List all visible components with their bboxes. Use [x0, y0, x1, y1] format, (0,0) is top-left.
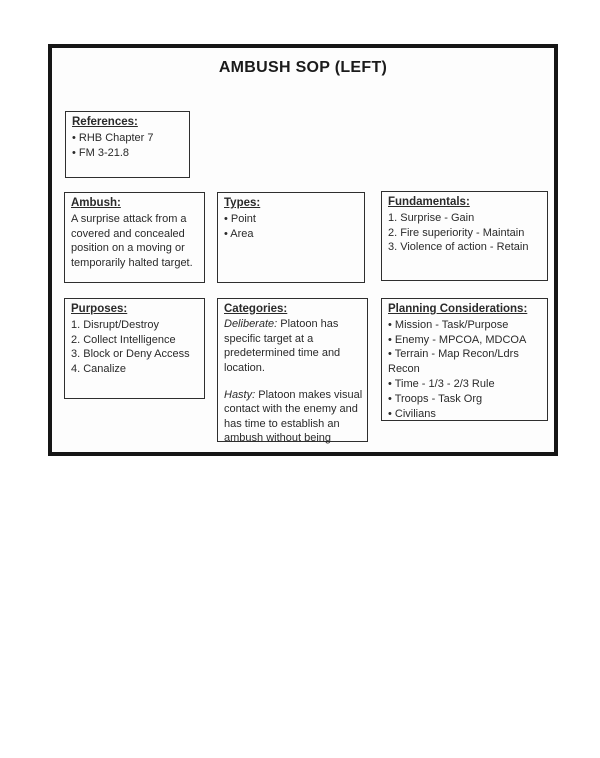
- fundamentals-list: [388, 211, 545, 255]
- list-item: • Enemy - MPCOA, MDCOA: [388, 333, 527, 346]
- purposes-list: [71, 318, 202, 377]
- ambush-definition-text: A surprise attack from a covered and concealed position on a moving or temporarily halted target.: [71, 212, 193, 270]
- references-box: [65, 111, 190, 178]
- deliberate-label: Deliberate:: [224, 318, 278, 331]
- references-heading: References:: [72, 116, 138, 128]
- list-item: • Mission - Task/Purpose: [388, 318, 509, 331]
- types-heading: Types:: [224, 197, 261, 209]
- planning-considerations-box: [381, 298, 548, 421]
- categories-heading: Categories:: [224, 303, 288, 315]
- list-item: • RHB Chapter 7: [72, 131, 154, 144]
- planning-heading: Planning Considerations:: [388, 303, 528, 315]
- fundamentals-heading: Fundamentals:: [388, 196, 470, 208]
- deliberate-text: Platoon has specific target at a predetermined time and location.: [224, 318, 341, 374]
- types-box: [217, 192, 365, 283]
- list-item: • Terrain - Map Recon/Ldrs Recon: [388, 348, 519, 376]
- list-item: 1. Surprise - Gain: [388, 211, 475, 224]
- planning-list: [388, 318, 545, 422]
- categories-box: [217, 298, 368, 445]
- hasty-label: Hasty:: [224, 389, 256, 402]
- purposes-box: [64, 298, 205, 399]
- list-item: 1. Disrupt/Destroy: [71, 318, 160, 331]
- list-item: • Area: [224, 227, 254, 240]
- purposes-heading: Purposes:: [71, 303, 128, 315]
- hasty-paragraph: [224, 388, 365, 446]
- list-item: 2. Collect Intelligence: [71, 333, 176, 346]
- list-item: • Point: [224, 212, 256, 225]
- list-item: • FM 3-21.8: [72, 146, 130, 159]
- references-list: [72, 131, 187, 161]
- ambush-heading: Ambush:: [71, 197, 121, 209]
- ambush-definition-box: [64, 192, 205, 283]
- page-title: AMBUSH SOP (LEFT): [218, 59, 388, 76]
- list-item: • Troops - Task Org: [388, 392, 483, 405]
- list-item: • Civilians: [388, 407, 436, 420]
- list-item: • Time - 1/3 - 2/3 Rule: [388, 377, 495, 390]
- list-item: 3. Block or Deny Access: [71, 348, 190, 361]
- list-item: 2. Fire superiority - Maintain: [388, 226, 525, 239]
- list-item: 3. Violence of action - Retain: [388, 241, 529, 254]
- list-item: 4. Canalize: [71, 363, 127, 376]
- fundamentals-box: [381, 191, 548, 281]
- deliberate-paragraph: [224, 317, 365, 375]
- types-list: [224, 212, 362, 242]
- hasty-text: Platoon makes visual contact with the enemy and has time to establish an ambush without being: [224, 389, 363, 445]
